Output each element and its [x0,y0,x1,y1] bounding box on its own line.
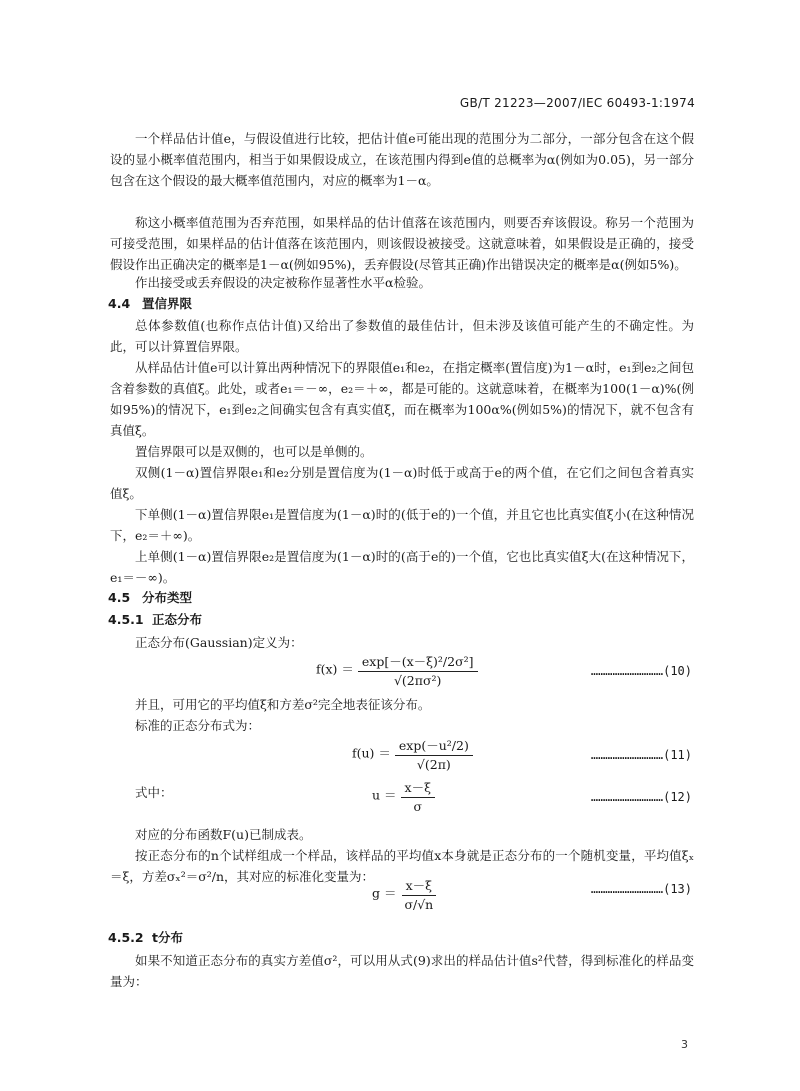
paragraph-two-or-one-sided: 置信界限可以是双侧的，也可以是单侧的。 [135,444,373,459]
equation-denominator: σ/√n [404,897,434,912]
heading-4-5 [108,588,192,606]
heading-number: 4.5 [108,590,131,605]
equation-lhs: f(u) ＝ [352,745,391,761]
heading-4-4 [108,294,192,312]
heading-number: 4.4 [108,296,131,311]
paragraph-hypothesis-range: 一个样品估计值e，与假设值进行比较，把估计值e可能出现的范围分为二部分，一部分包含在这个假设的显小概率值范围内，相当于如果假设成立，在该范围内得到e值的总概率为α(例如为0.05)，另一部分包含在这个假设的最大概率值范围内，对应的概率为1－α。 [110,131,694,188]
equation-number-13: …………………………(13) [590,882,692,896]
paragraph-sample-mean: 按正态分布的n个试样组成一个样品，该样品的平均值x本身就是正态分布的一个随机变量，平均值ξₓ＝ξ，方差σₓ²＝σ²/n，其对应的标准化变量为： [110,848,694,884]
page-number: 3 [681,1038,688,1051]
equation-13 [372,876,437,912]
equation-numerator: exp(－u²/2) [395,736,473,756]
equation-fraction [358,652,478,688]
paragraph-where: 式中： [135,785,173,800]
paragraph-distribution-function: 对应的分布函数F(u)已制成表。 [135,827,312,842]
paragraph-upper-one-sided: 上单侧(1－α)置信界限e₂是置信度为(1－α)时的(高于e的)一个值，它也比真实值ξ大(在这种情况下，e₁＝－∞)。 [110,549,694,585]
heading-number: 4.5.2 [108,930,144,945]
paragraph-standard-normal: 标准的正态分布式为： [135,718,261,733]
equation-numerator: x－ξ [402,876,436,896]
heading-number: 4.5.1 [108,612,144,627]
equation-numerator: x－ξ [401,778,435,798]
equation-number-11: …………………………(11) [590,748,692,762]
paragraph-normal-definition: 正态分布(Gaussian)定义为： [135,635,303,650]
heading-title: t分布 [152,930,183,945]
equation-number-12: …………………………(12) [590,790,692,804]
equation-denominator: √(2π) [416,757,451,772]
equation-numerator: exp[－(x－ξ)²/2σ²] [358,652,478,672]
paragraph-lower-one-sided: 下单侧(1－α)置信界限e₁是置信度为(1－α)时的(低于e的)一个值，并且它也比真实值ξ小(在这种情况下，e₂＝＋∞)。 [110,507,694,543]
paragraph-rejection-range: 称这小概率值范围为否弃范围，如果样品的估计值落在该范围内，则要否弃该假设。称另一个范围为可接受范围，如果样品的估计值落在该范围内，则该假设被接受。这就意味着，如果假设是正确的，接受假设作出正确决定的概率是1－α(例如95%)，丢弃假设(尽管其正确)作出错误决定的概率是α(例如5%)。 [110,215,694,272]
equation-11 [352,736,473,772]
equation-10 [316,652,478,688]
heading-4-5-1 [108,610,202,628]
equation-number-10: …………………………(10) [590,664,692,678]
equation-fraction [401,778,435,814]
equation-lhs: u ＝ [372,787,397,803]
paragraph-mean-variance: 并且，可用它的平均值ξ和方差σ²完全地表征该分布。 [135,697,431,712]
standard-header: GB/T 21223—2007/IEC 60493-1:1974 [459,96,695,110]
equation-lhs: g ＝ [372,885,397,901]
paragraph-point-estimate: 总体参数值(也称作点估计值)又给出了参数值的最佳估计，但未涉及该值可能产生的不确定性。为此，可以计算置信界限。 [110,318,694,354]
heading-title: 置信界限 [142,296,193,311]
heading-title: 分布类型 [142,590,193,605]
paragraph-significance-test: 作出接受或丢弃假设的决定被称作显著性水平α检验。 [135,275,431,290]
equation-lhs: f(x) ＝ [316,661,354,677]
equation-12 [372,778,435,814]
paragraph-t-distribution: 如果不知道正态分布的真实方差值σ²，可以用从式(9)求出的样品估计值s²代替，得到标准化的样品变量为： [110,953,694,989]
paragraph-two-sided: 双侧(1－α)置信界限e₁和e₂分别是置信度为(1－α)时低于或高于e的两个值，在它们之间包含着真实值ξ。 [110,465,694,501]
equation-denominator: √(2πσ²) [393,673,442,688]
heading-4-5-2 [108,928,183,946]
heading-title: 正态分布 [152,612,203,627]
equation-fraction [400,876,437,912]
equation-fraction [395,736,473,772]
paragraph-confidence-limits: 从样品估计值e可以计算出两种情况下的界限值e₁和e₂，在指定概率(置信度)为1－α时，e₁到e₂之间包含着参数的真值ξ。此处，或者e₁＝－∞，e₂＝＋∞，都是可能的。这就意味着，在概率为100(1－α)%(例如95%)的情况下，e₁到e₂之间确实包含有真实值ξ，而在概率为100α%(例如5%)的情况下，就不包含有真值ξ。 [110,360,694,438]
equation-denominator: σ [413,799,422,814]
